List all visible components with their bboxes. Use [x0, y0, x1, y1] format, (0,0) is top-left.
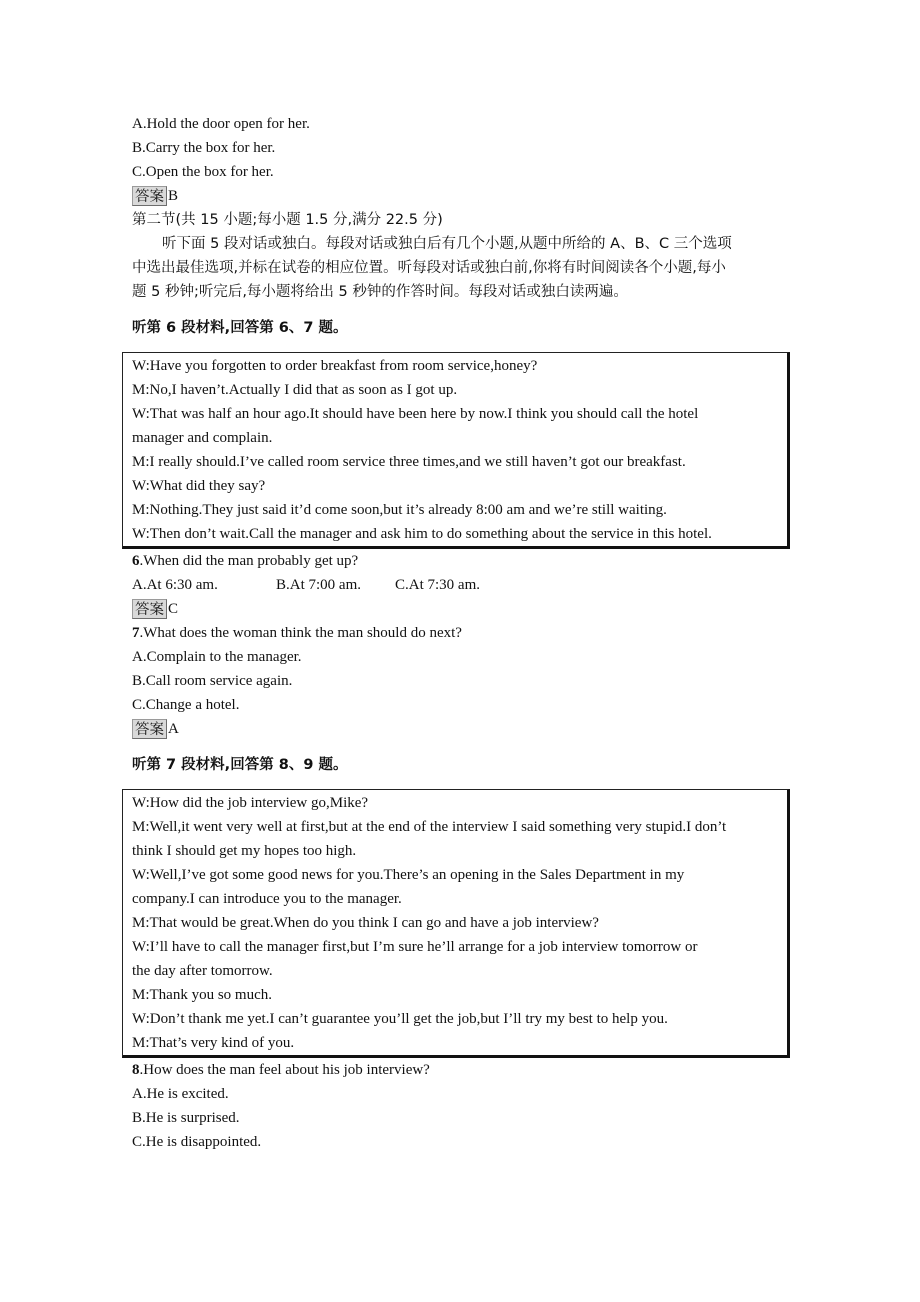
answer-row [132, 597, 792, 621]
dialogue-line: W:That was half an hour ago.It should have been here by now.I think you should call the hotel [132, 406, 699, 422]
option-a: A.Hold the door open for her. [132, 116, 310, 132]
material-6-heading: 听第 6 段材料,回答第 6、7 题。 [132, 320, 348, 336]
dialogue-line: M:That’s very kind of you. [132, 1035, 295, 1051]
question-number: 8 [132, 1062, 140, 1078]
dialogue-line: W:What did they say? [132, 478, 266, 494]
answer-value: A [168, 721, 179, 737]
option-b: B.Carry the box for her. [132, 140, 276, 156]
question-number: 7 [132, 625, 140, 641]
dialogue-line: M:Nothing.They just said it’d come soon,but it’s already 8:00 am and we’re still waiting. [132, 502, 667, 518]
dialogue-line: M:Well,it went very well at first,but at the end of the interview I said something very stupid.I don’t [132, 819, 727, 835]
options-row [132, 573, 792, 597]
instruction-line: 中选出最佳选项,并标在试卷的相应位置。听每段对话或独白前,你将有时间阅读各个小题,每小 [132, 260, 726, 276]
question-text: .How does the man feel about his job interview? [139, 1062, 430, 1078]
dialogue-line: W:I’ll have to call the manager first,but I’m sure he’ll arrange for a job interview tomorrow or [132, 939, 698, 955]
option-b: B.He is surprised. [132, 1110, 240, 1126]
answer-badge: 答案 [132, 719, 167, 739]
answer-row [132, 717, 792, 741]
dialogue-line: think I should get my hopes too high. [132, 843, 357, 859]
section-title: 第二节(共 15 小题;每小题 1.5 分,满分 22.5 分) [132, 212, 443, 228]
dialogue-line: W:Have you forgotten to order breakfast from room service,honey? [132, 358, 538, 374]
dialogue-line: M:I really should.I’ve called room service three times,and we still haven’t got our breakfast. [132, 454, 686, 470]
question-stem [132, 621, 792, 645]
dialogue-box-7 [122, 789, 790, 1058]
option-b: B.At 7:00 am. [276, 577, 361, 593]
dialogue-line: manager and complain. [132, 430, 273, 446]
question-text: .When did the man probably get up? [139, 553, 359, 569]
material-7-heading: 听第 7 段材料,回答第 8、9 题。 [132, 757, 348, 773]
dialogue-line: company.I can introduce you to the manager. [132, 891, 402, 907]
question-6 [132, 549, 792, 621]
option-c: C.Open the box for her. [132, 164, 274, 180]
section-2 [132, 208, 792, 304]
instruction-line: 听下面 5 段对话或独白。每段对话或独白后有几个小题,从题中所给的 A、B、C 三个选项 [162, 236, 732, 252]
answer-value: C [168, 601, 179, 617]
dialogue-line: M:That would be great.When do you think I can go and have a job interview? [132, 915, 599, 931]
dialogue-line: M:No,I haven’t.Actually I did that as soon as I got up. [132, 382, 458, 398]
option-c: C.He is disappointed. [132, 1134, 262, 1150]
dialogue-line: the day after tomorrow. [132, 963, 273, 979]
question-stem [132, 1058, 792, 1082]
question-stem [132, 549, 792, 573]
dialogue-line: W:How did the job interview go,Mike? [132, 795, 369, 811]
option-b: B.Call room service again. [132, 673, 293, 689]
answer-badge: 答案 [132, 599, 167, 619]
dialogue-box-6 [122, 352, 790, 549]
option-a: A.Complain to the manager. [132, 649, 302, 665]
question-8 [132, 1058, 792, 1154]
instruction-line: 题 5 秒钟;听完后,每小题将给出 5 秒钟的作答时间。每段对话或独白读两遍。 [132, 284, 628, 300]
question-text: .What does the woman think the man should do next? [139, 625, 462, 641]
dialogue-line: W:Well,I’ve got some good news for you.There’s an opening in the Sales Department in my [132, 867, 685, 883]
answer-row [132, 184, 792, 208]
exam-page [132, 112, 792, 1154]
answer-value: B [168, 188, 179, 204]
option-c: C.At 7:30 am. [395, 577, 480, 593]
dialogue-line: M:Thank you so much. [132, 987, 272, 1003]
prev-question [132, 112, 792, 208]
question-number: 6 [132, 553, 140, 569]
dialogue-line: W:Don’t thank me yet.I can’t guarantee you’ll get the job,but I’ll try my best to help you. [132, 1011, 668, 1027]
option-a: A.At 6:30 am. [132, 577, 218, 593]
option-c: C.Change a hotel. [132, 697, 240, 713]
option-a: A.He is excited. [132, 1086, 229, 1102]
answer-badge: 答案 [132, 186, 167, 206]
question-7 [132, 621, 792, 741]
dialogue-line: W:Then don’t wait.Call the manager and ask him to do something about the service in this hotel. [132, 526, 712, 542]
